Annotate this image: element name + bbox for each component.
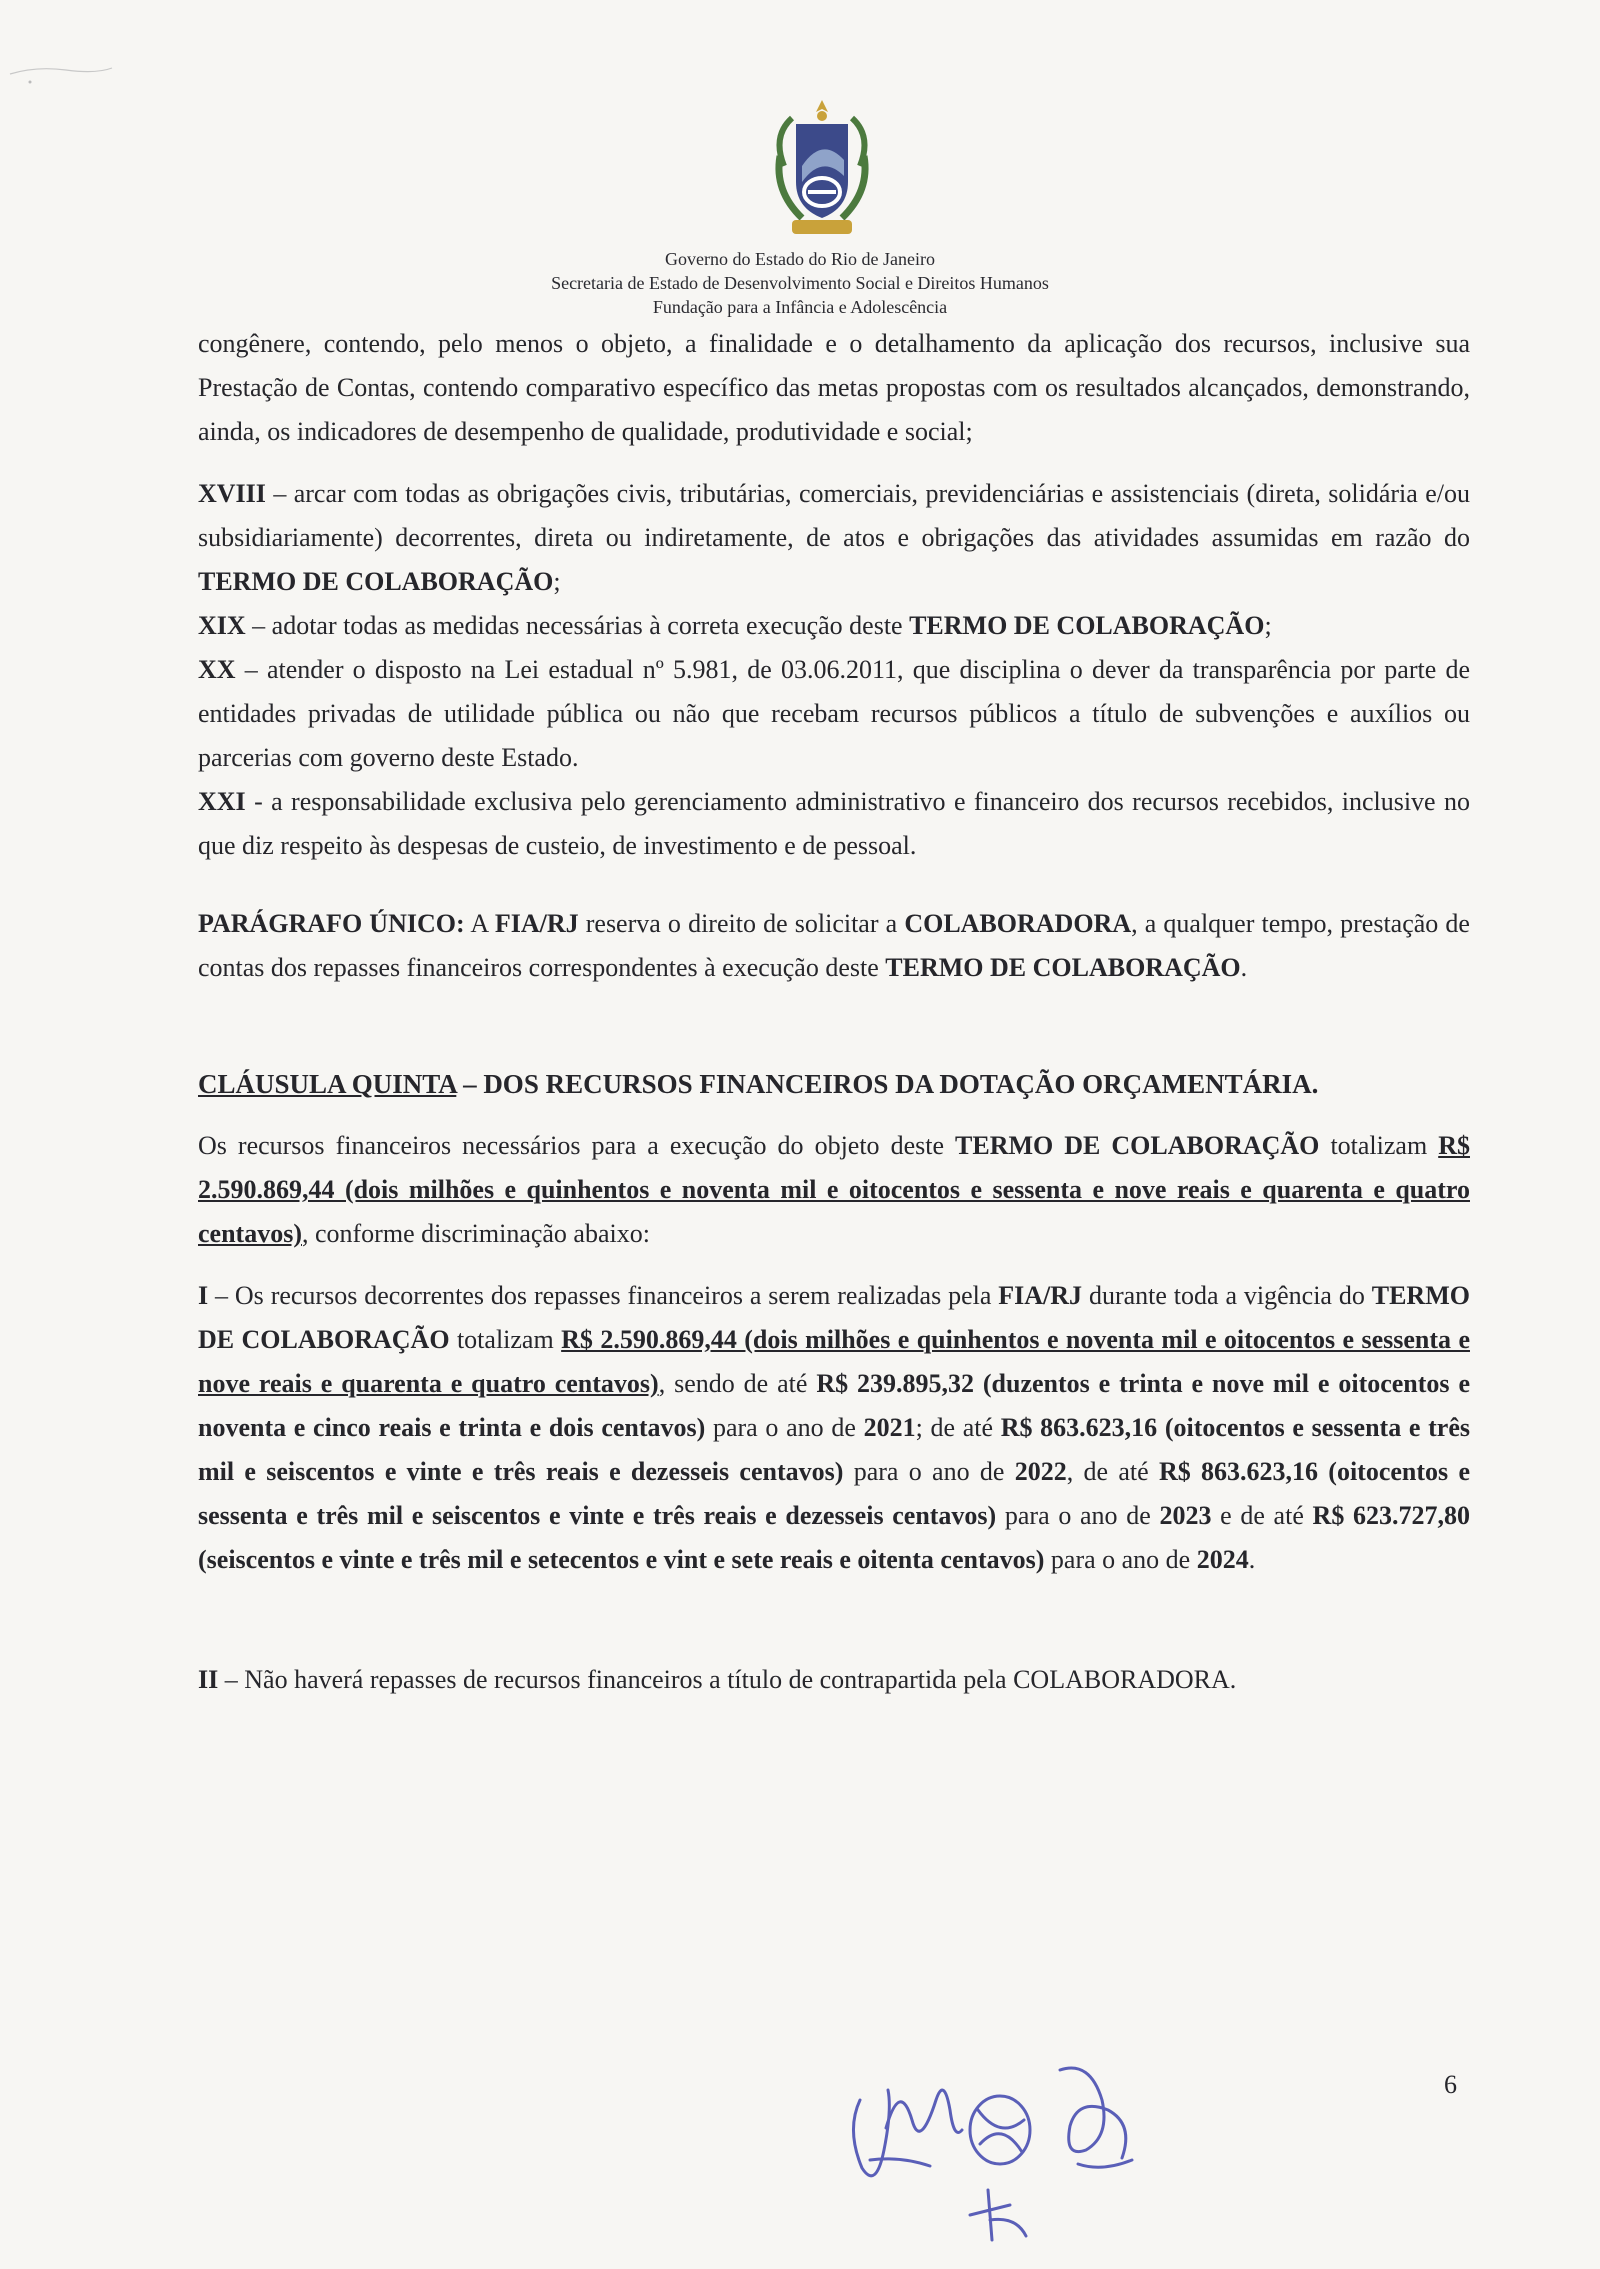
intro-paragraph <box>198 1124 1470 1256</box>
entity-name: FIA/RJ <box>998 1281 1083 1310</box>
item-text: – adotar todas as medidas necessárias à correta execução deste <box>245 611 910 640</box>
handwritten-signature-icon <box>840 2040 1200 2269</box>
item-text: – Não haverá repasses de recursos financeiros a título de contrapartida pela COLABORADORA. <box>218 1665 1237 1694</box>
item-ii <box>198 1658 1470 1702</box>
text-span: Os recursos financeiros necessários para a execução do objeto deste <box>198 1131 956 1160</box>
item-number: XIX <box>198 611 246 640</box>
paragraph-label: PARÁGRAFO ÚNICO: <box>198 909 465 938</box>
clause-number: CLÁUSULA QUINTA <box>198 1069 457 1099</box>
item-i <box>198 1274 1470 1582</box>
header-secretariat: Secretaria de Estado de Desenvolvimento Social e Direitos Humanos <box>551 273 1049 293</box>
text-span: totalizam <box>449 1325 562 1354</box>
text-span: totalizam <box>1319 1131 1439 1160</box>
text-span: para o ano de <box>705 1413 864 1442</box>
continuation-paragraph: congênere, contendo, pelo menos o objeto, a finalidade e o detalhamento da aplicação dos recursos, inclusive sua Prestação de Contas, contendo comparativo específico das metas propostas com os resultados alcançados, demonstrando, ainda, os indicadores de desempenho de qualidade, produtividade e social; <box>198 329 1470 446</box>
text-span: A <box>464 909 495 938</box>
header-government: Governo do Estado do Rio de Janeiro <box>665 249 935 269</box>
term-name: TERMO DE COLABORAÇÃO <box>198 1281 1470 1354</box>
text-span: ; de até <box>915 1413 1001 1442</box>
punct: . <box>1240 953 1248 982</box>
term-name: TERMO DE COLABORAÇÃO <box>198 567 554 596</box>
punct: . <box>1248 1545 1256 1574</box>
term-name: TERMO DE COLABORAÇÃO <box>955 1131 1320 1160</box>
total-amount: R$ 2.590.869,44 (dois milhões e quinhentos e noventa mil e oitocentos e sessenta e nove reais e quarenta e quatro centavos) <box>198 1325 1470 1398</box>
clause-title: – DOS RECURSOS FINANCEIROS DA DOTAÇÃO ORÇAMENTÁRIA. <box>456 1069 1319 1099</box>
item-number: II <box>198 1665 219 1694</box>
page-number: 6 <box>1444 2070 1457 2099</box>
text-span: – Os recursos decorrentes dos repasses financeiros a serem realizadas pela <box>208 1281 999 1310</box>
entity-name: FIA/RJ <box>494 909 579 938</box>
text-span: , conforme discriminação abaixo: <box>301 1219 650 1248</box>
text-span: para o ano de <box>996 1501 1160 1530</box>
clause-heading <box>198 1062 1470 1106</box>
item-text: – atender o disposto na Lei estadual nº 5.981, de 03.06.2011, que disciplina o dever da transparência por parte de entidades privadas de utilidade pública ou não que recebam recursos públicos a título de subvenções e auxílios ou parcerias com governo deste Estado. <box>198 655 1470 772</box>
text-span: e de até <box>1211 1501 1313 1530</box>
punct: ; <box>1264 611 1272 640</box>
item-xx <box>198 648 1470 780</box>
item-number: XX <box>198 655 236 684</box>
entity-name: COLABORADORA <box>904 909 1132 938</box>
text-span: reserva o direito de solicitar a <box>578 909 905 938</box>
item-xix <box>198 604 1470 648</box>
item-number: XXI <box>198 787 246 816</box>
item-text: – arcar com todas as obrigações civis, tributárias, comerciais, previdenciárias e assistenciais (direta, solidária e/ou subsidiariamente) decorrentes, direta ou indiretamente, de atos e obrigações das atividades assumidas em razão do <box>198 479 1470 552</box>
text-span: , sendo de até <box>658 1369 817 1398</box>
year: 2021 <box>863 1413 916 1442</box>
amount-2022: R$ 863.623,16 (oitocentos e sessenta e três mil e seiscentos e vinte e três reais e dezesseis centavos) <box>198 1413 1470 1486</box>
item-number: XVIII <box>198 479 266 508</box>
punct: ; <box>553 567 561 596</box>
text-span: , de até <box>1066 1457 1159 1486</box>
scan-artifact-icon <box>6 56 116 86</box>
coat-of-arms-icon <box>762 96 882 246</box>
total-amount: R$ 2.590.869,44 (dois milhões e quinhentos e noventa mil e oitocentos e sessenta e nove reais e quarenta e quatro centavos) <box>198 1131 1470 1248</box>
text-span: durante toda a vigência do <box>1082 1281 1372 1310</box>
item-xviii <box>198 472 1470 604</box>
text-span: para o ano de <box>1044 1545 1197 1574</box>
amount-2023: R$ 863.623,16 (oitocentos e sessenta e três mil e seiscentos e vinte e três reais e dezesseis centavos) <box>198 1457 1470 1530</box>
header-foundation: Fundação para a Infância e Adolescência <box>652 297 948 317</box>
term-name: TERMO DE COLABORAÇÃO <box>885 953 1241 982</box>
amount-2024: R$ 623.727,80 (seiscentos e vinte e três mil e setecentos e vint e sete reais e oitenta centavos) <box>198 1501 1471 1574</box>
item-text: - a responsabilidade exclusiva pelo gerenciamento administrativo e financeiro dos recursos recebidos, inclusive no que diz respeito às despesas de custeio, de investimento e de pessoal. <box>198 787 1470 860</box>
item-xxi <box>198 780 1470 868</box>
year: 2024 <box>1196 1545 1249 1574</box>
text-span: para o ano de <box>843 1457 1015 1486</box>
term-name: TERMO DE COLABORAÇÃO <box>909 611 1265 640</box>
year: 2022 <box>1014 1457 1067 1486</box>
text-span: , a qualquer tempo, prestação de contas dos repasses financeiros correspondentes à execução deste <box>198 909 1470 982</box>
item-number: I <box>198 1281 209 1310</box>
amount-2021: R$ 239.895,32 (duzentos e trinta e nove mil e oitocentos e noventa e cinco reais e trinta e dois centavos) <box>198 1369 1470 1442</box>
year: 2023 <box>1159 1501 1212 1530</box>
document-body <box>198 322 1470 1702</box>
paragrafo-unico <box>198 902 1470 990</box>
